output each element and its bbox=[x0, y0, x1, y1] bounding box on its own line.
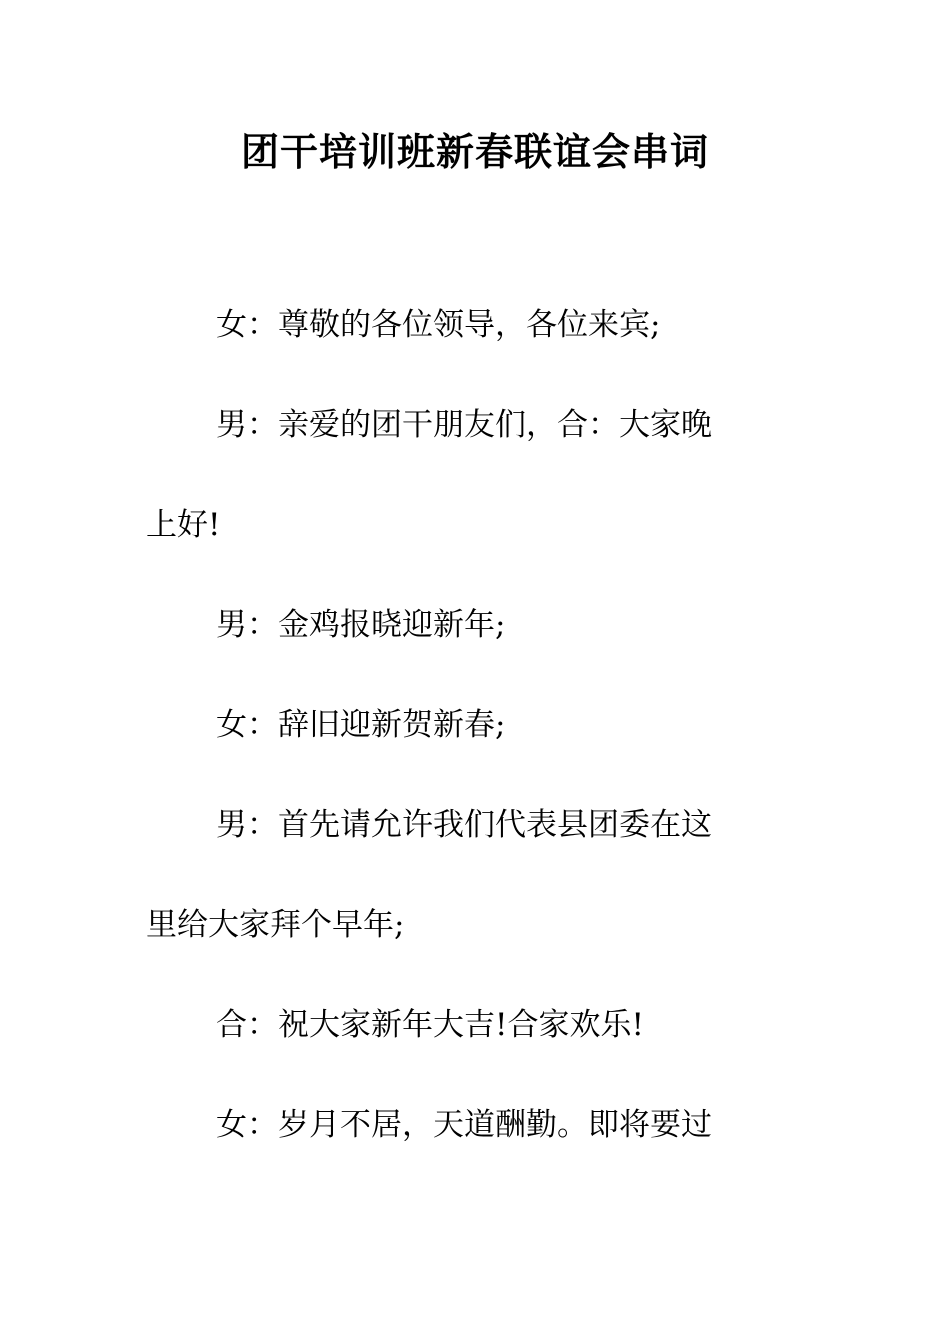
paragraph-line: 女：岁月不居，天道酬勤。即将要过 bbox=[216, 1107, 712, 1143]
paragraph bbox=[146, 600, 786, 650]
paragraph-line: 男：金鸡报晓迎新年; bbox=[216, 607, 506, 643]
paragraph-continuation: 里给大家拜个早年; bbox=[146, 907, 405, 943]
document-title: 团干培训班新春联谊会串词 bbox=[240, 130, 709, 174]
paragraph bbox=[146, 800, 786, 950]
paragraph bbox=[146, 400, 786, 550]
paragraph-line: 男：亲爱的团干朋友们，合：大家晚 bbox=[216, 407, 712, 443]
paragraph bbox=[146, 300, 786, 350]
document-body bbox=[146, 300, 786, 1200]
paragraph-line: 女：辞旧迎新贺新春; bbox=[216, 707, 506, 743]
paragraph bbox=[146, 1100, 786, 1150]
paragraph bbox=[146, 1000, 786, 1050]
paragraph bbox=[146, 700, 786, 750]
paragraph-continuation: 上好! bbox=[146, 507, 221, 543]
paragraph-line: 男：首先请允许我们代表县团委在这 bbox=[216, 807, 712, 843]
paragraph-line: 合：祝大家新年大吉!合家欢乐! bbox=[216, 1007, 644, 1043]
paragraph-line: 女：尊敬的各位领导，各位来宾; bbox=[216, 307, 661, 343]
